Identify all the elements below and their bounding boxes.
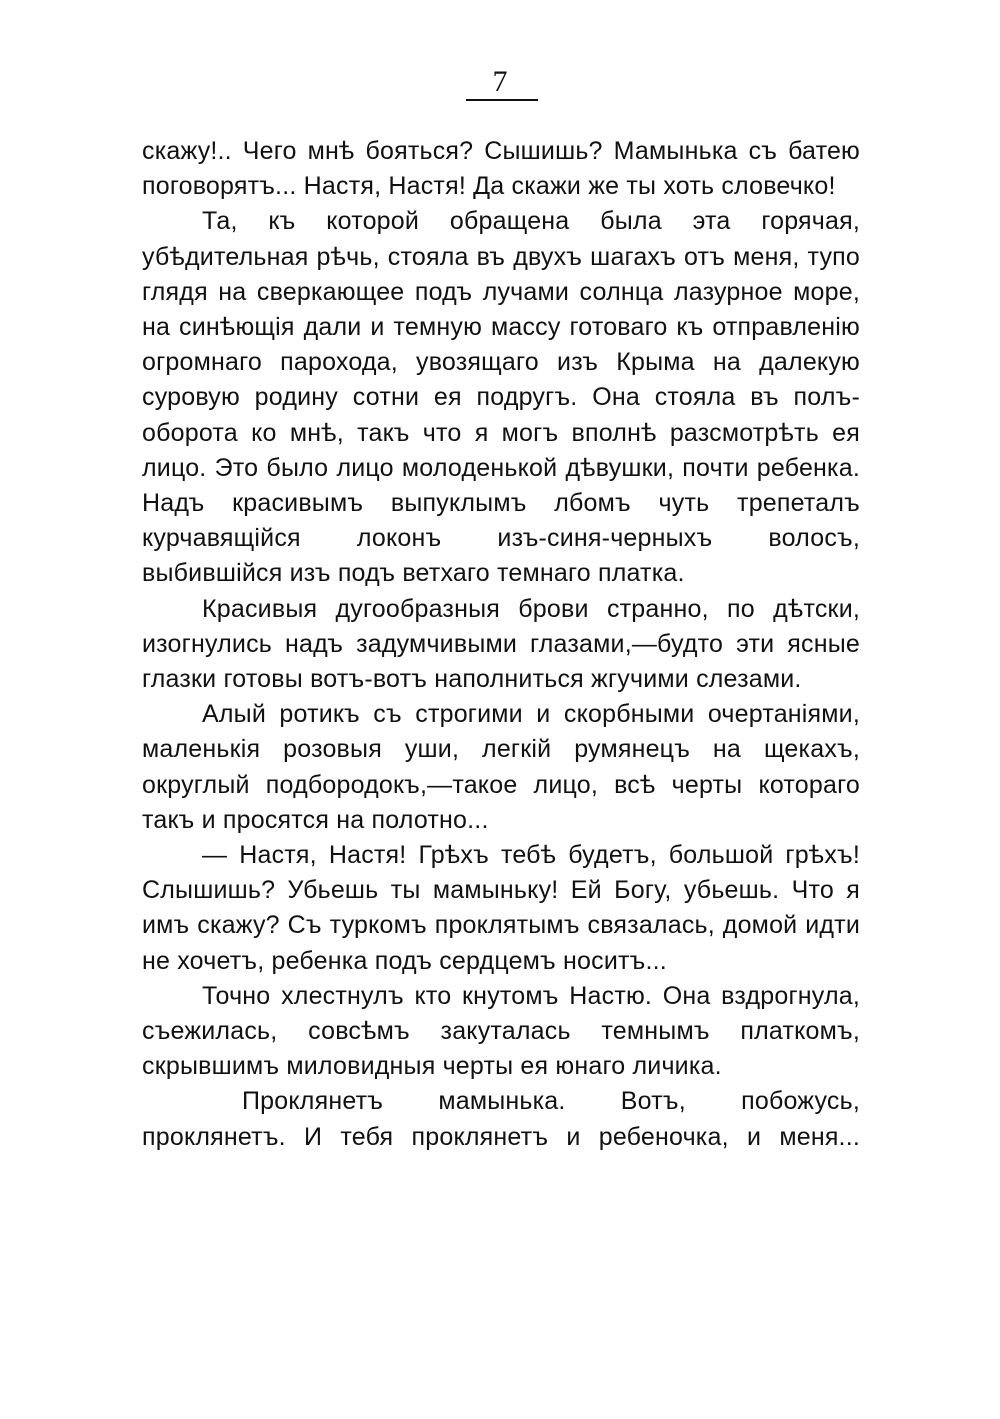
paragraph-6: Точно хлестнулъ кто кнутомъ Настю. Она вздрогнула, съежилась, совсѣмъ закуталась темнымъ платкомъ, скрывшимъ миловидныя черты ея юнаго личика.	[142, 981, 860, 1081]
paragraph-3: Красивыя дугообразныя брови странно, по дѣтски, изогнулись надъ задумчивыми глазами,—будто эти ясные глазки готовы вотъ-вотъ наполниться жгучими слезами.	[142, 594, 860, 694]
paragraph-5: — Настя, Настя! Грѣхъ тебѣ будетъ, большой грѣхъ! Слышишь? Убьешь ты мамыньку! Ей Богу, убьешь. Что я имъ скажу? Съ туркомъ проклятымъ связалась, домой идти не хочетъ, ребенка подъ сердцемъ носитъ...	[142, 841, 860, 975]
paragraph-2: Та, къ которой обращена была эта горячая, убѣдительная рѣчь, стояла въ двухъ шагахъ отъ меня, тупо глядя на сверкающее подъ лучами солнца лазурное море, на синѣющія дали и темную массу готоваго къ отправленію огромнаго парохода, увозящаго изъ Крыма на далекую суровую родину сотни ея подругъ. Она стояла въ полъ-оборота ко мнѣ, такъ что я могъ вполнѣ разсмотрѣть ея лицо. Это было лицо молоденькой дѣвушки, почти ребенка. Надъ красивымъ выпуклымъ лбомъ чуть трепеталъ курчавящійся локонъ изъ-синя-черныхъ волосъ, выбившійся изъ подъ ветхаго темнаго платка.	[142, 207, 860, 588]
page-body-text	[142, 134, 860, 1155]
page-number-rule	[466, 99, 538, 101]
paragraph-7: Проклянетъ мамынька. Вотъ, побожусь, проклянетъ. И тебя проклянетъ и ребеночка, и меня...	[142, 1087, 860, 1151]
paragraph-4: Алый ротикъ съ строгими и скорбными очертаніями, маленькія розовыя уши, легкій румянецъ на щекахъ, округлый подбородокъ,—такое лицо, всѣ черты котораго такъ и просятся на полотно...	[142, 700, 860, 834]
page-number: 7	[492, 65, 508, 98]
paragraph-1: скажу!.. Чего мнѣ бояться? Сышишь? Мамынька съ батею поговорятъ... Настя, Настя! Да скажи же ты хоть словечко!	[142, 137, 860, 201]
